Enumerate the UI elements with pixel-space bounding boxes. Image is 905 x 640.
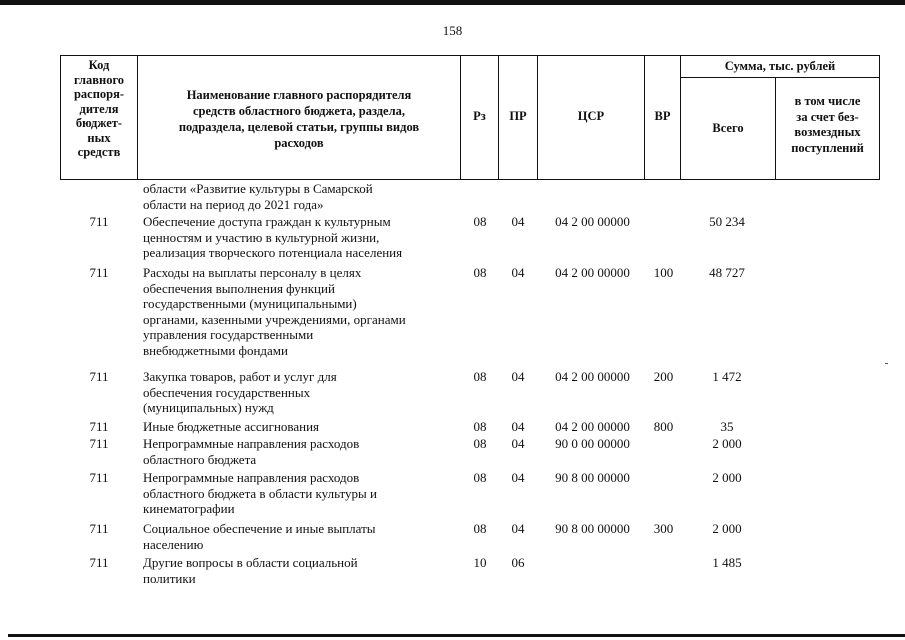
cell-code: 711 <box>89 470 109 485</box>
cell-total: 2 000 <box>712 436 742 451</box>
cell-name-line: области «Развитие культуры в Самарской <box>143 181 373 196</box>
cell-name-line: областного бюджета <box>143 451 257 467</box>
cell-name-line: Закупка товаров, работ и услуг для <box>143 369 337 384</box>
header-code-line: бюджет- <box>75 116 123 130</box>
cell-total: 50 234 <box>709 214 745 229</box>
cell-name-line: органами, казенными учреждениями, органами <box>143 311 406 327</box>
cell-name-line: (муниципальных) нужд <box>143 400 274 415</box>
cell-code: 711 <box>89 436 109 451</box>
header-vr: ВР <box>654 109 671 123</box>
cell-csr: 90 8 00 00000 <box>555 470 630 485</box>
cell-rz: 08 <box>473 369 487 384</box>
header-free-line: в том числе <box>794 94 861 108</box>
cell-name-line: Иные бюджетные ассигнования <box>143 419 320 434</box>
cell-name-line: государственными (муниципальными) <box>143 296 357 311</box>
cell-csr: 04 2 00 00000 <box>555 214 630 229</box>
header-code-line: главного <box>73 72 125 87</box>
scan-mark <box>885 363 888 364</box>
cell-rz: 08 <box>473 419 487 434</box>
cell-name <box>143 521 458 552</box>
cell-name-line: Другие вопросы в области социальной <box>143 555 358 570</box>
header-code-line: средств <box>77 145 121 159</box>
cell-total: 1 472 <box>712 369 742 384</box>
cell-name-line: областного бюджета в области культуры и <box>143 485 377 501</box>
cell-rz: 08 <box>473 214 487 229</box>
cell-vr: 300 <box>653 521 674 536</box>
header-total: Всего <box>712 121 744 135</box>
header-rz: Рз <box>473 109 486 123</box>
cell-code: 711 <box>89 555 109 570</box>
cell-name <box>143 555 458 586</box>
header-free-line: за счет без- <box>796 109 859 124</box>
header-pr: ПР <box>509 109 527 123</box>
cell-name <box>143 265 458 358</box>
cell-csr: 04 2 00 00000 <box>555 419 630 434</box>
cell-rz: 10 <box>473 555 487 570</box>
cell-name-line: политики <box>143 570 196 586</box>
cell-name <box>143 214 458 261</box>
cell-total: 2 000 <box>712 470 742 485</box>
cell-pr: 04 <box>511 265 525 280</box>
header-border-vr-sum <box>680 55 681 180</box>
cell-name-line: внебюджетными фондами <box>143 342 288 358</box>
cell-code: 711 <box>89 419 109 434</box>
cell-total: 1 485 <box>712 555 742 570</box>
cell-rz: 08 <box>473 436 487 451</box>
cell-name <box>143 181 458 212</box>
cell-vr: 100 <box>653 265 674 280</box>
cell-total: 48 727 <box>709 265 745 280</box>
header-name-line: расходов <box>274 136 324 150</box>
header-sum: Сумма, тыс. рублей <box>724 59 836 73</box>
bottom-rule <box>8 634 905 637</box>
header-name-line: Наименование главного распорядителя <box>186 88 412 102</box>
cell-name-line: населению <box>143 536 204 552</box>
cell-name-line: Непрограммные направления расходов <box>143 436 360 451</box>
header-bottom-border <box>60 179 880 180</box>
cell-rz: 08 <box>473 521 487 536</box>
cell-name-line: Непрограммные направления расходов <box>143 470 360 485</box>
cell-name <box>143 470 458 517</box>
cell-pr: 06 <box>511 555 525 570</box>
cell-vr: 800 <box>653 419 674 434</box>
header-csr: ЦСР <box>577 109 605 123</box>
cell-csr: 04 2 00 00000 <box>555 265 630 280</box>
header-name <box>138 87 460 151</box>
cell-name <box>143 369 458 416</box>
cell-name-line: кинематографии <box>143 501 235 516</box>
cell-name-line: Социальное обеспечение и иные выплаты <box>143 521 376 536</box>
header-name-line: средств областного бюджета, раздела, <box>192 104 405 118</box>
header-name-line: подраздела, целевой статьи, группы видов <box>178 120 420 134</box>
cell-name-line: управления государственными <box>143 327 314 342</box>
cell-pr: 04 <box>511 369 525 384</box>
header-code-line: ных <box>87 130 111 145</box>
cell-pr: 04 <box>511 521 525 536</box>
header-free-line: поступлений <box>791 140 864 155</box>
cell-csr: 90 0 00 00000 <box>555 436 630 451</box>
header-code-line: распоря- <box>73 87 125 101</box>
cell-name-line: реализация творческого потенциала населения <box>143 245 403 260</box>
cell-vr: 200 <box>653 369 674 384</box>
cell-rz: 08 <box>473 265 487 280</box>
cell-pr: 04 <box>511 470 525 485</box>
cell-code: 711 <box>89 214 109 229</box>
header-code-line: дителя <box>79 101 119 116</box>
page-number: 158 <box>442 23 463 38</box>
cell-name <box>143 436 458 467</box>
cell-rz: 08 <box>473 470 487 485</box>
cell-name <box>143 419 458 435</box>
cell-name-line: Расходы на выплаты персоналу в целях <box>143 265 362 280</box>
header-code-line: Код <box>88 58 110 72</box>
cell-code: 711 <box>89 265 109 280</box>
header-free-line: возмездных <box>794 125 861 139</box>
cell-pr: 04 <box>511 214 525 229</box>
cell-pr: 04 <box>511 436 525 451</box>
cell-name-line: Обеспечение доступа граждан к культурным <box>143 214 391 229</box>
cell-total: 2 000 <box>712 521 742 536</box>
cell-pr: 04 <box>511 419 525 434</box>
cell-total: 35 <box>720 419 734 434</box>
cell-name-line: ценностям и участию в культурной жизни, <box>143 229 380 245</box>
cell-csr: 90 8 00 00000 <box>555 521 630 536</box>
cell-code: 711 <box>89 369 109 384</box>
header-sum-divider <box>680 77 880 78</box>
top-rule <box>0 0 905 5</box>
header-border-right <box>879 55 880 180</box>
cell-name-line: области на период до 2021 года» <box>143 196 324 212</box>
header-free <box>776 94 879 156</box>
header-top-border <box>60 55 880 56</box>
cell-name-line: обеспечения государственных <box>143 384 311 400</box>
cell-code: 711 <box>89 521 109 536</box>
cell-name-line: обеспечения выполнения функций <box>143 280 335 296</box>
header-code <box>61 58 137 160</box>
cell-csr: 04 2 00 00000 <box>555 369 630 384</box>
